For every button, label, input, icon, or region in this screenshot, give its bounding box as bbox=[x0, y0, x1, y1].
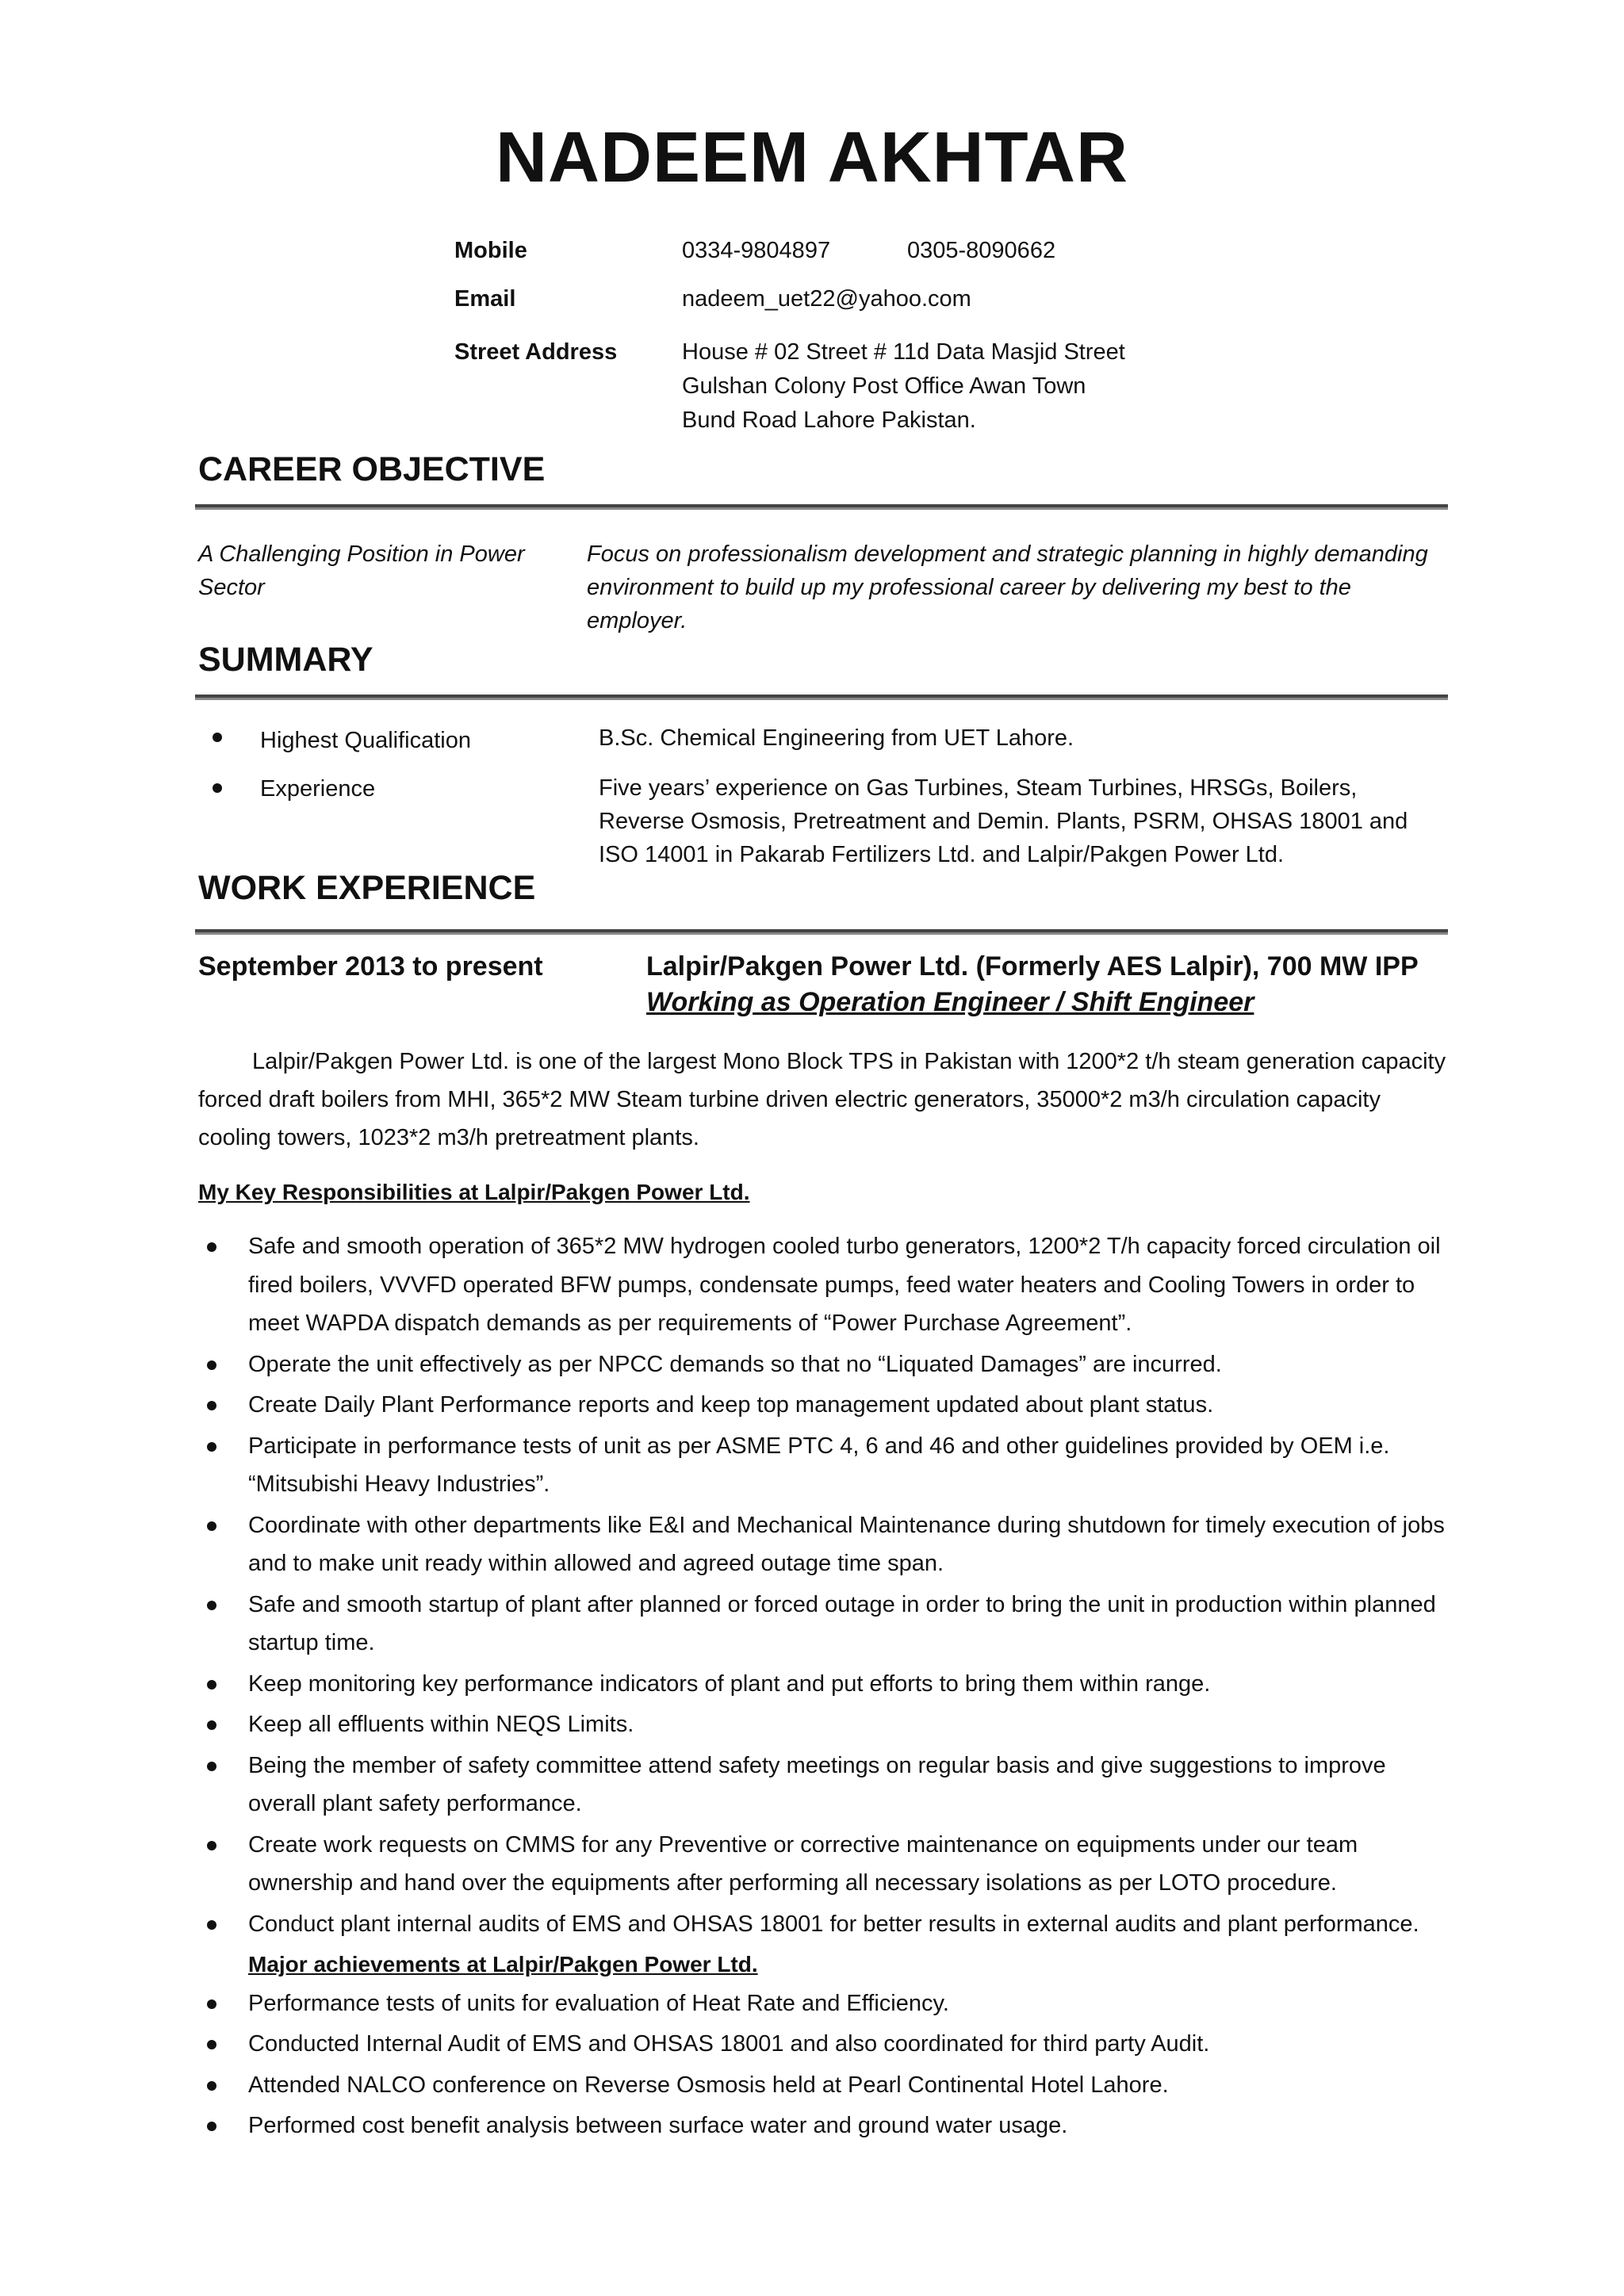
summary-value-qualification: B.Sc. Chemical Engineering from UET Lahore. bbox=[599, 725, 1074, 751]
list-item: Coordinate with other departments like E&I and Mechanical Maintenance during shutdown for timely execution of jobs and to make unit ready within allowed and agreed outage time span. bbox=[198, 1506, 1451, 1583]
list-item: Create work requests on CMMS for any Preventive or corrective maintenance on equipments under our team ownership and hand over the equipments after performing all necessary isolations as per LOTO procedure. bbox=[198, 1826, 1451, 1903]
list-item: Performed cost benefit analysis between surface water and ground water usage. bbox=[198, 2107, 1451, 2145]
list-item: Being the member of safety committee attend safety meetings on regular basis and give suggestions to improve overall plant safety performance. bbox=[198, 1747, 1451, 1823]
company-description: Lalpir/Pakgen Power Ltd. is one of the largest Mono Block TPS in Pakistan with 1200*2 t/h steam generation capacity forced draft boilers from MHI, 365*2 MW Steam turbine driven electric generators, 35000*2 m3/h circulation capacity cooling towers, 1023*2 m3/h pretreatment plants. bbox=[198, 1049, 1446, 1150]
career-objective-heading: CAREER OBJECTIVE bbox=[198, 450, 546, 488]
list-item: Participate in performance tests of unit as per ASME PTC 4, 6 and 46 and other guidelines provided by OEM i.e. “Mitsubishi Heavy Industries”. bbox=[198, 1427, 1451, 1504]
summary-heading: SUMMARY bbox=[198, 641, 373, 679]
list-item: Keep all effluents within NEQS Limits. bbox=[198, 1705, 1451, 1744]
section-divider bbox=[195, 695, 1448, 700]
list-item: Attended NALCO conference on Reverse Osmosis held at Pearl Continental Hotel Lahore. bbox=[198, 2066, 1451, 2105]
job-period: September 2013 to present bbox=[198, 951, 543, 982]
list-item: Safe and smooth operation of 365*2 MW hydrogen cooled turbo generators, 1200*2 T/h capacity forced circulation oil fired boilers, VVVFD operated BFW pumps, condensate pumps, feed water heaters and Cooling Towers in order to meet WAPDA dispatch demands as per requirements of “Power Purchase Agreement”. bbox=[198, 1227, 1451, 1343]
summary-label-qualification: Highest Qualification bbox=[260, 728, 471, 753]
achievements-heading: Major achievements at Lalpir/Pakgen Power Ltd. bbox=[248, 1952, 758, 1976]
summary-label-experience: Experience bbox=[260, 776, 376, 802]
bullet-icon bbox=[213, 733, 222, 742]
job-role: Working as Operation Engineer / Shift Engineer bbox=[646, 987, 1254, 1017]
address-line-1: House # 02 Street # 11d Data Masjid Street bbox=[682, 339, 1125, 365]
list-item: Operate the unit effectively as per NPCC demands so that no “Liquated Damages” are incurred. bbox=[198, 1345, 1451, 1384]
address-label: Street Address bbox=[454, 339, 618, 365]
email-label: Email bbox=[454, 286, 516, 312]
list-item: Performance tests of units for evaluation of Heat Rate and Efficiency. bbox=[198, 1984, 1451, 2023]
summary-value-experience: Five years’ experience on Gas Turbines, Steam Turbines, HRSGs, Boilers, Reverse Osmosis, Pretreatment and Demin. Plants, PSRM, OHSAS 18001 and ISO 14001 in Pakarab Fertilizers Ltd. and Lalpir/Pakgen Power Ltd. bbox=[599, 775, 1408, 867]
responsibilities-list bbox=[198, 1227, 1451, 2148]
mobile-label: Mobile bbox=[454, 238, 527, 263]
section-divider bbox=[195, 504, 1448, 510]
address-line-2: Gulshan Colony Post Office Awan Town bbox=[682, 373, 1086, 399]
bullet-icon bbox=[213, 783, 222, 793]
mobile-number-1: 0334-9804897 bbox=[682, 238, 831, 263]
career-objective-position: A Challenging Position in Power Sector bbox=[198, 541, 525, 600]
email-value: nadeem_uet22@yahoo.com bbox=[682, 286, 971, 312]
mobile-number-2: 0305-8090662 bbox=[907, 238, 1056, 263]
section-divider bbox=[195, 929, 1448, 935]
list-item: Safe and smooth startup of plant after planned or forced outage in order to bring the unit in production within planned startup time. bbox=[198, 1586, 1451, 1663]
job-company: Lalpir/Pakgen Power Ltd. (Formerly AES Lalpir), 700 MW IPP bbox=[646, 951, 1419, 982]
list-item: Create Daily Plant Performance reports and keep top management updated about plant status. bbox=[198, 1386, 1451, 1425]
list-item: Conducted Internal Audit of EMS and OHSAS 18001 and also coordinated for third party Audit. bbox=[198, 2025, 1451, 2064]
candidate-name: NADEEM AKHTAR bbox=[496, 118, 1128, 197]
address-line-3: Bund Road Lahore Pakistan. bbox=[682, 408, 976, 433]
responsibilities-heading: My Key Responsibilities at Lalpir/Pakgen Power Ltd. bbox=[198, 1180, 750, 1204]
list-item: Keep monitoring key performance indicators of plant and put efforts to bring them within range. bbox=[198, 1665, 1451, 1704]
career-objective-focus: Focus on professionalism development and strategic planning in highly demanding environment to build up my professional career by delivering my best to the employer. bbox=[587, 541, 1428, 633]
list-item: Conduct plant internal audits of EMS and OHSAS 18001 for better results in external audits and plant performance. bbox=[198, 1905, 1451, 1944]
work-experience-heading: WORK EXPERIENCE bbox=[198, 869, 536, 907]
